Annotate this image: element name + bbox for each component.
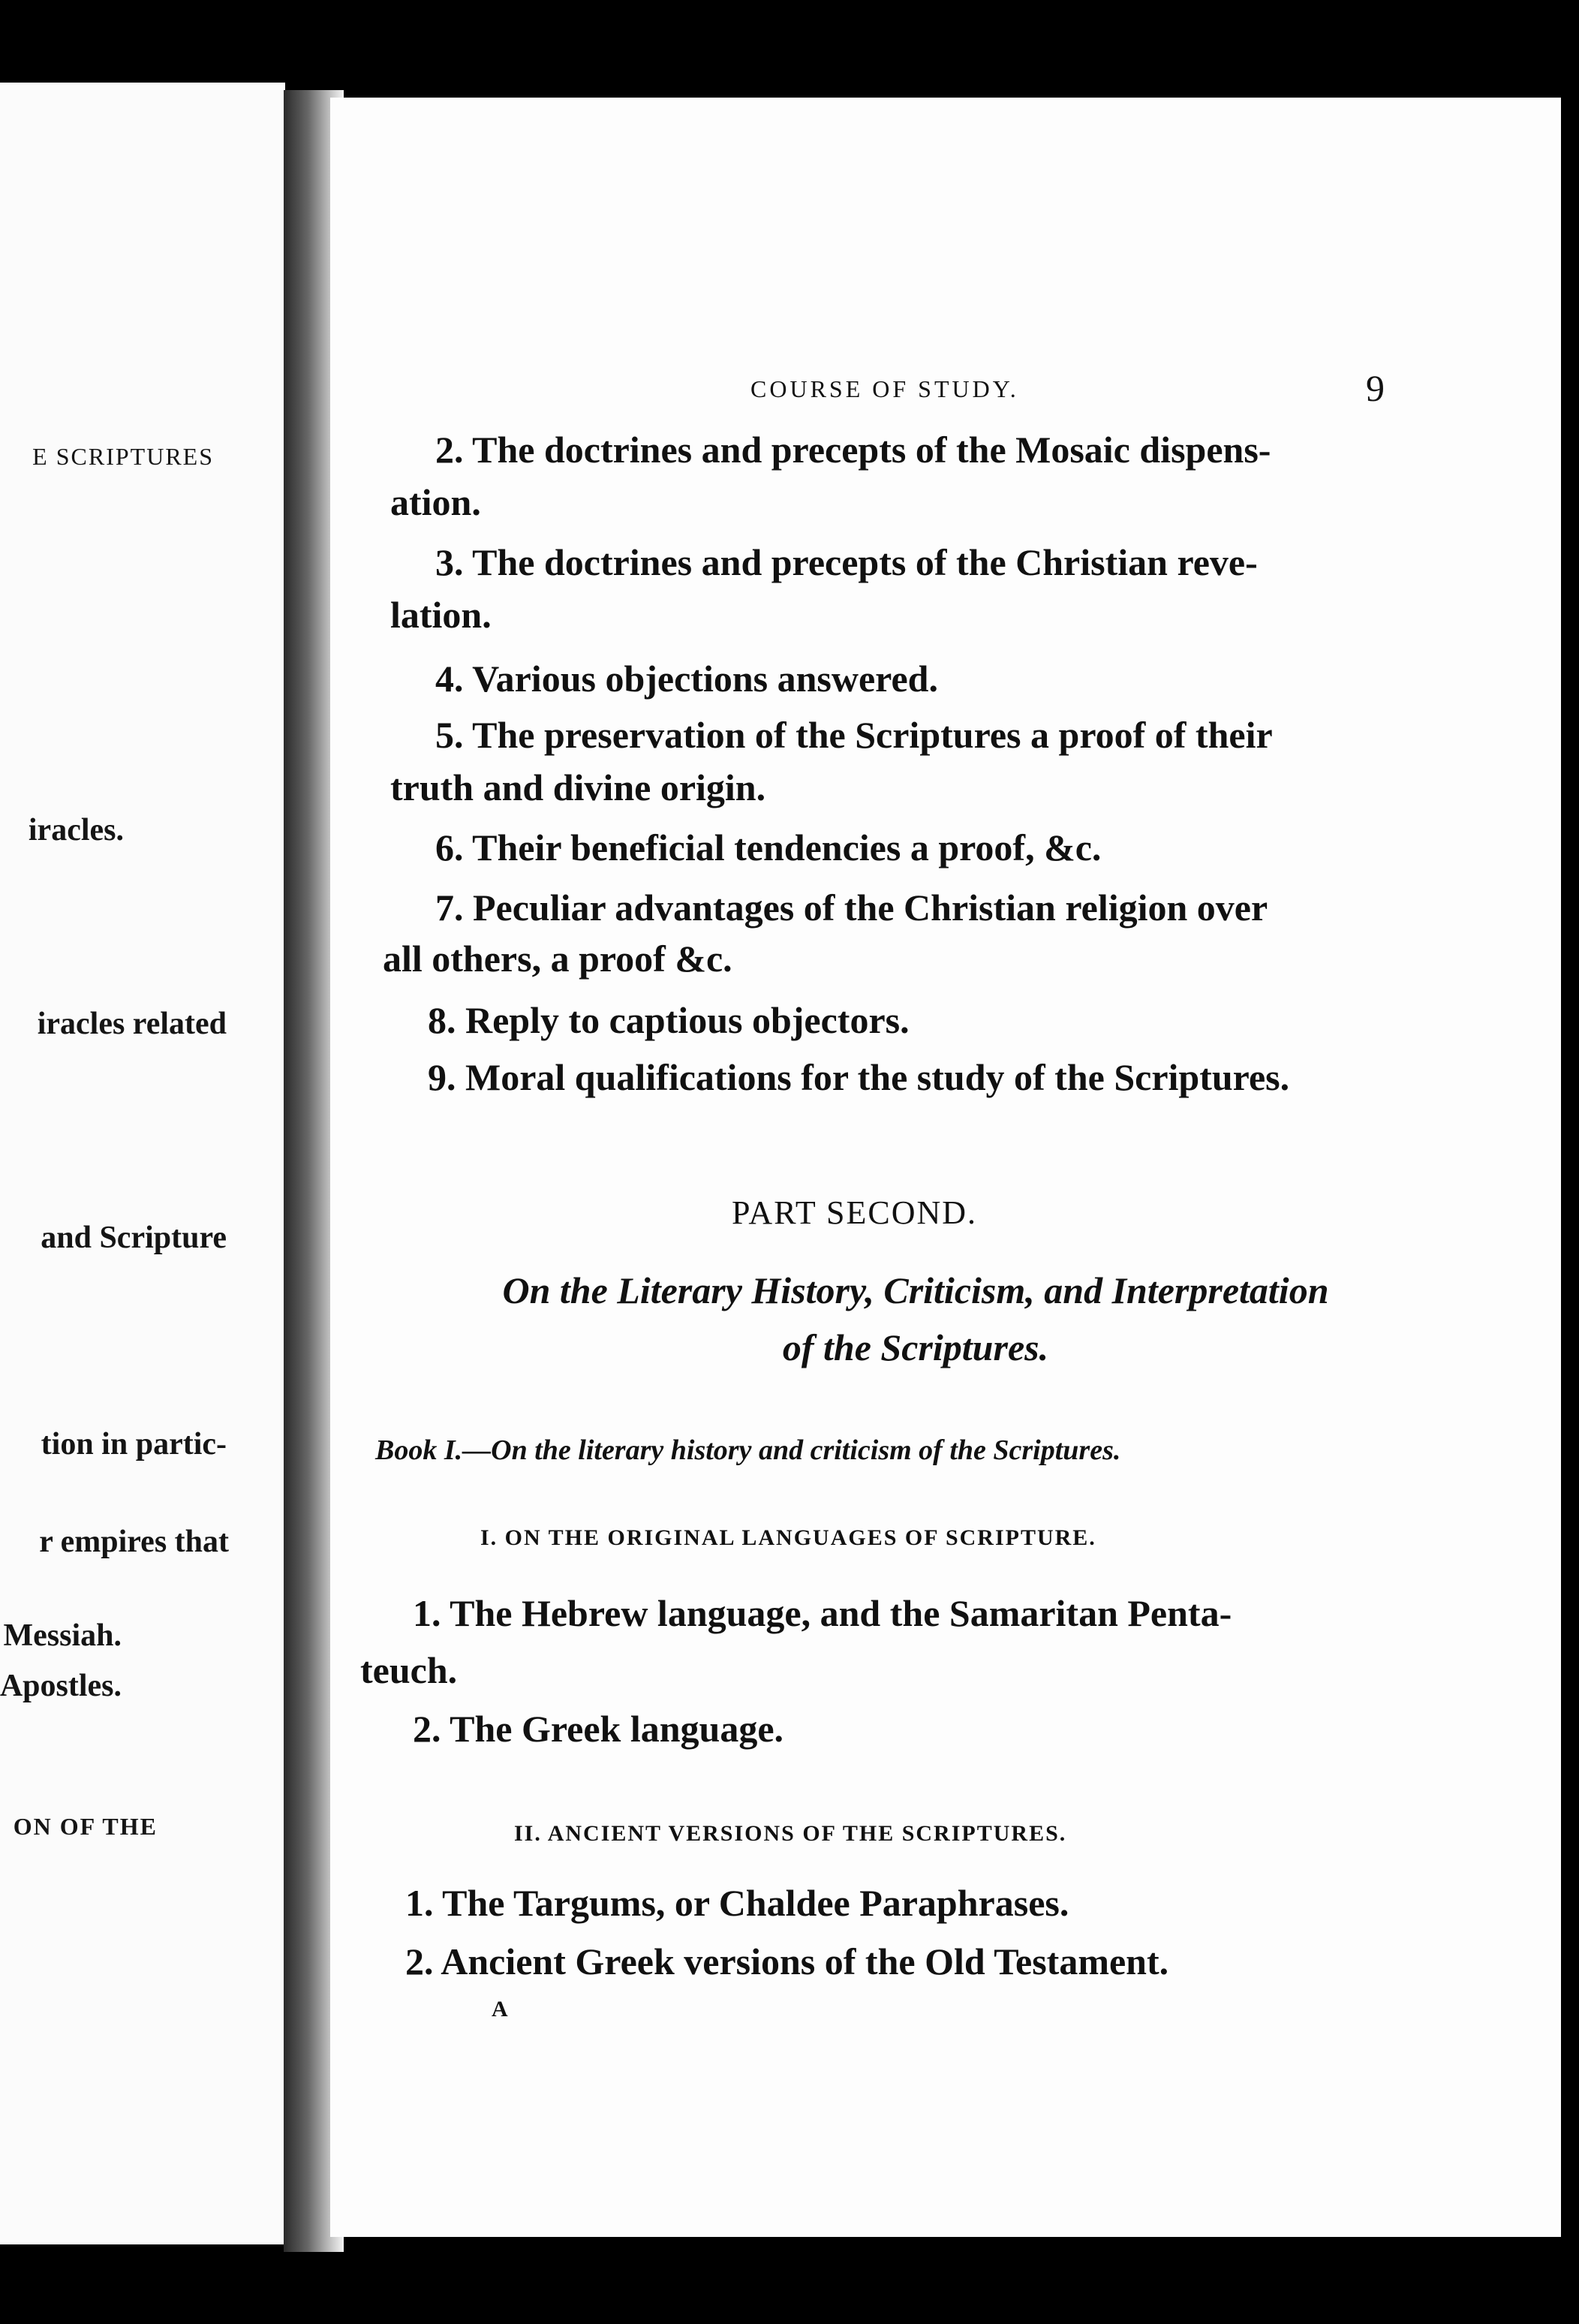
text-line: 2. The Greek language. [413,1708,784,1750]
section-heading: I. ON THE ORIGINAL LANGUAGES OF SCRIPTURE. [480,1525,1096,1550]
left-page [0,83,285,2244]
part-title: On the Literary History, Criticism, and Interpretation [502,1269,1329,1311]
part-title: of the Scriptures. [782,1326,1049,1368]
left-fragment: r empires that [39,1525,229,1559]
text-line: 4. Various objections answered. [435,658,938,700]
text-line: 1. The Targums, or Chaldee Paraphrases. [405,1882,1069,1924]
text-line: lation. [390,594,492,636]
left-fragment: E SCRIPTURES [32,443,214,470]
text-line: ation. [390,481,481,523]
section-heading: II. ANCIENT VERSIONS OF THE SCRIPTURES. [514,1821,1067,1846]
left-fragment: iracles related [37,1007,227,1041]
left-fragment: and Scripture [41,1221,227,1255]
text-line: 1. The Hebrew language, and the Samaritan Penta- [413,1592,1232,1634]
text-line: 8. Reply to captious objectors. [428,999,910,1041]
right-page [330,98,1561,2237]
text-line: 7. Peculiar advantages of the Christian religion over [435,887,1268,929]
text-line: truth and divine origin. [390,766,766,808]
left-fragment: Messiah. [3,1618,122,1653]
text-line: 9. Moral qualifications for the study of the Scriptures. [428,1056,1290,1098]
running-header: COURSE OF STUDY. [750,375,1019,402]
left-fragment: ON OF THE [13,1813,158,1840]
signature-mark: A [492,1997,508,2021]
left-fragment: Apostles. [0,1669,122,1703]
left-fragment: tion in partic- [41,1427,227,1462]
book-heading: Book I.—On the literary history and criticism of the Scriptures. [375,1434,1121,1466]
text-line: 2. Ancient Greek versions of the Old Testament. [405,1940,1169,1982]
text-line: 5. The preservation of the Scriptures a proof of their [435,714,1273,756]
text-line: 3. The doctrines and precepts of the Christian reve- [435,541,1258,583]
left-fragment: iracles. [28,813,124,847]
text-line: 2. The doctrines and precepts of the Mosaic dispens- [435,429,1271,471]
text-line: 6. Their beneficial tendencies a proof, &c. [435,826,1102,868]
text-line: teuch. [360,1649,458,1691]
part-heading: PART SECOND. [732,1194,978,1231]
page-number: 9 [1366,367,1385,409]
text-line: all others, a proof &c. [383,938,732,980]
